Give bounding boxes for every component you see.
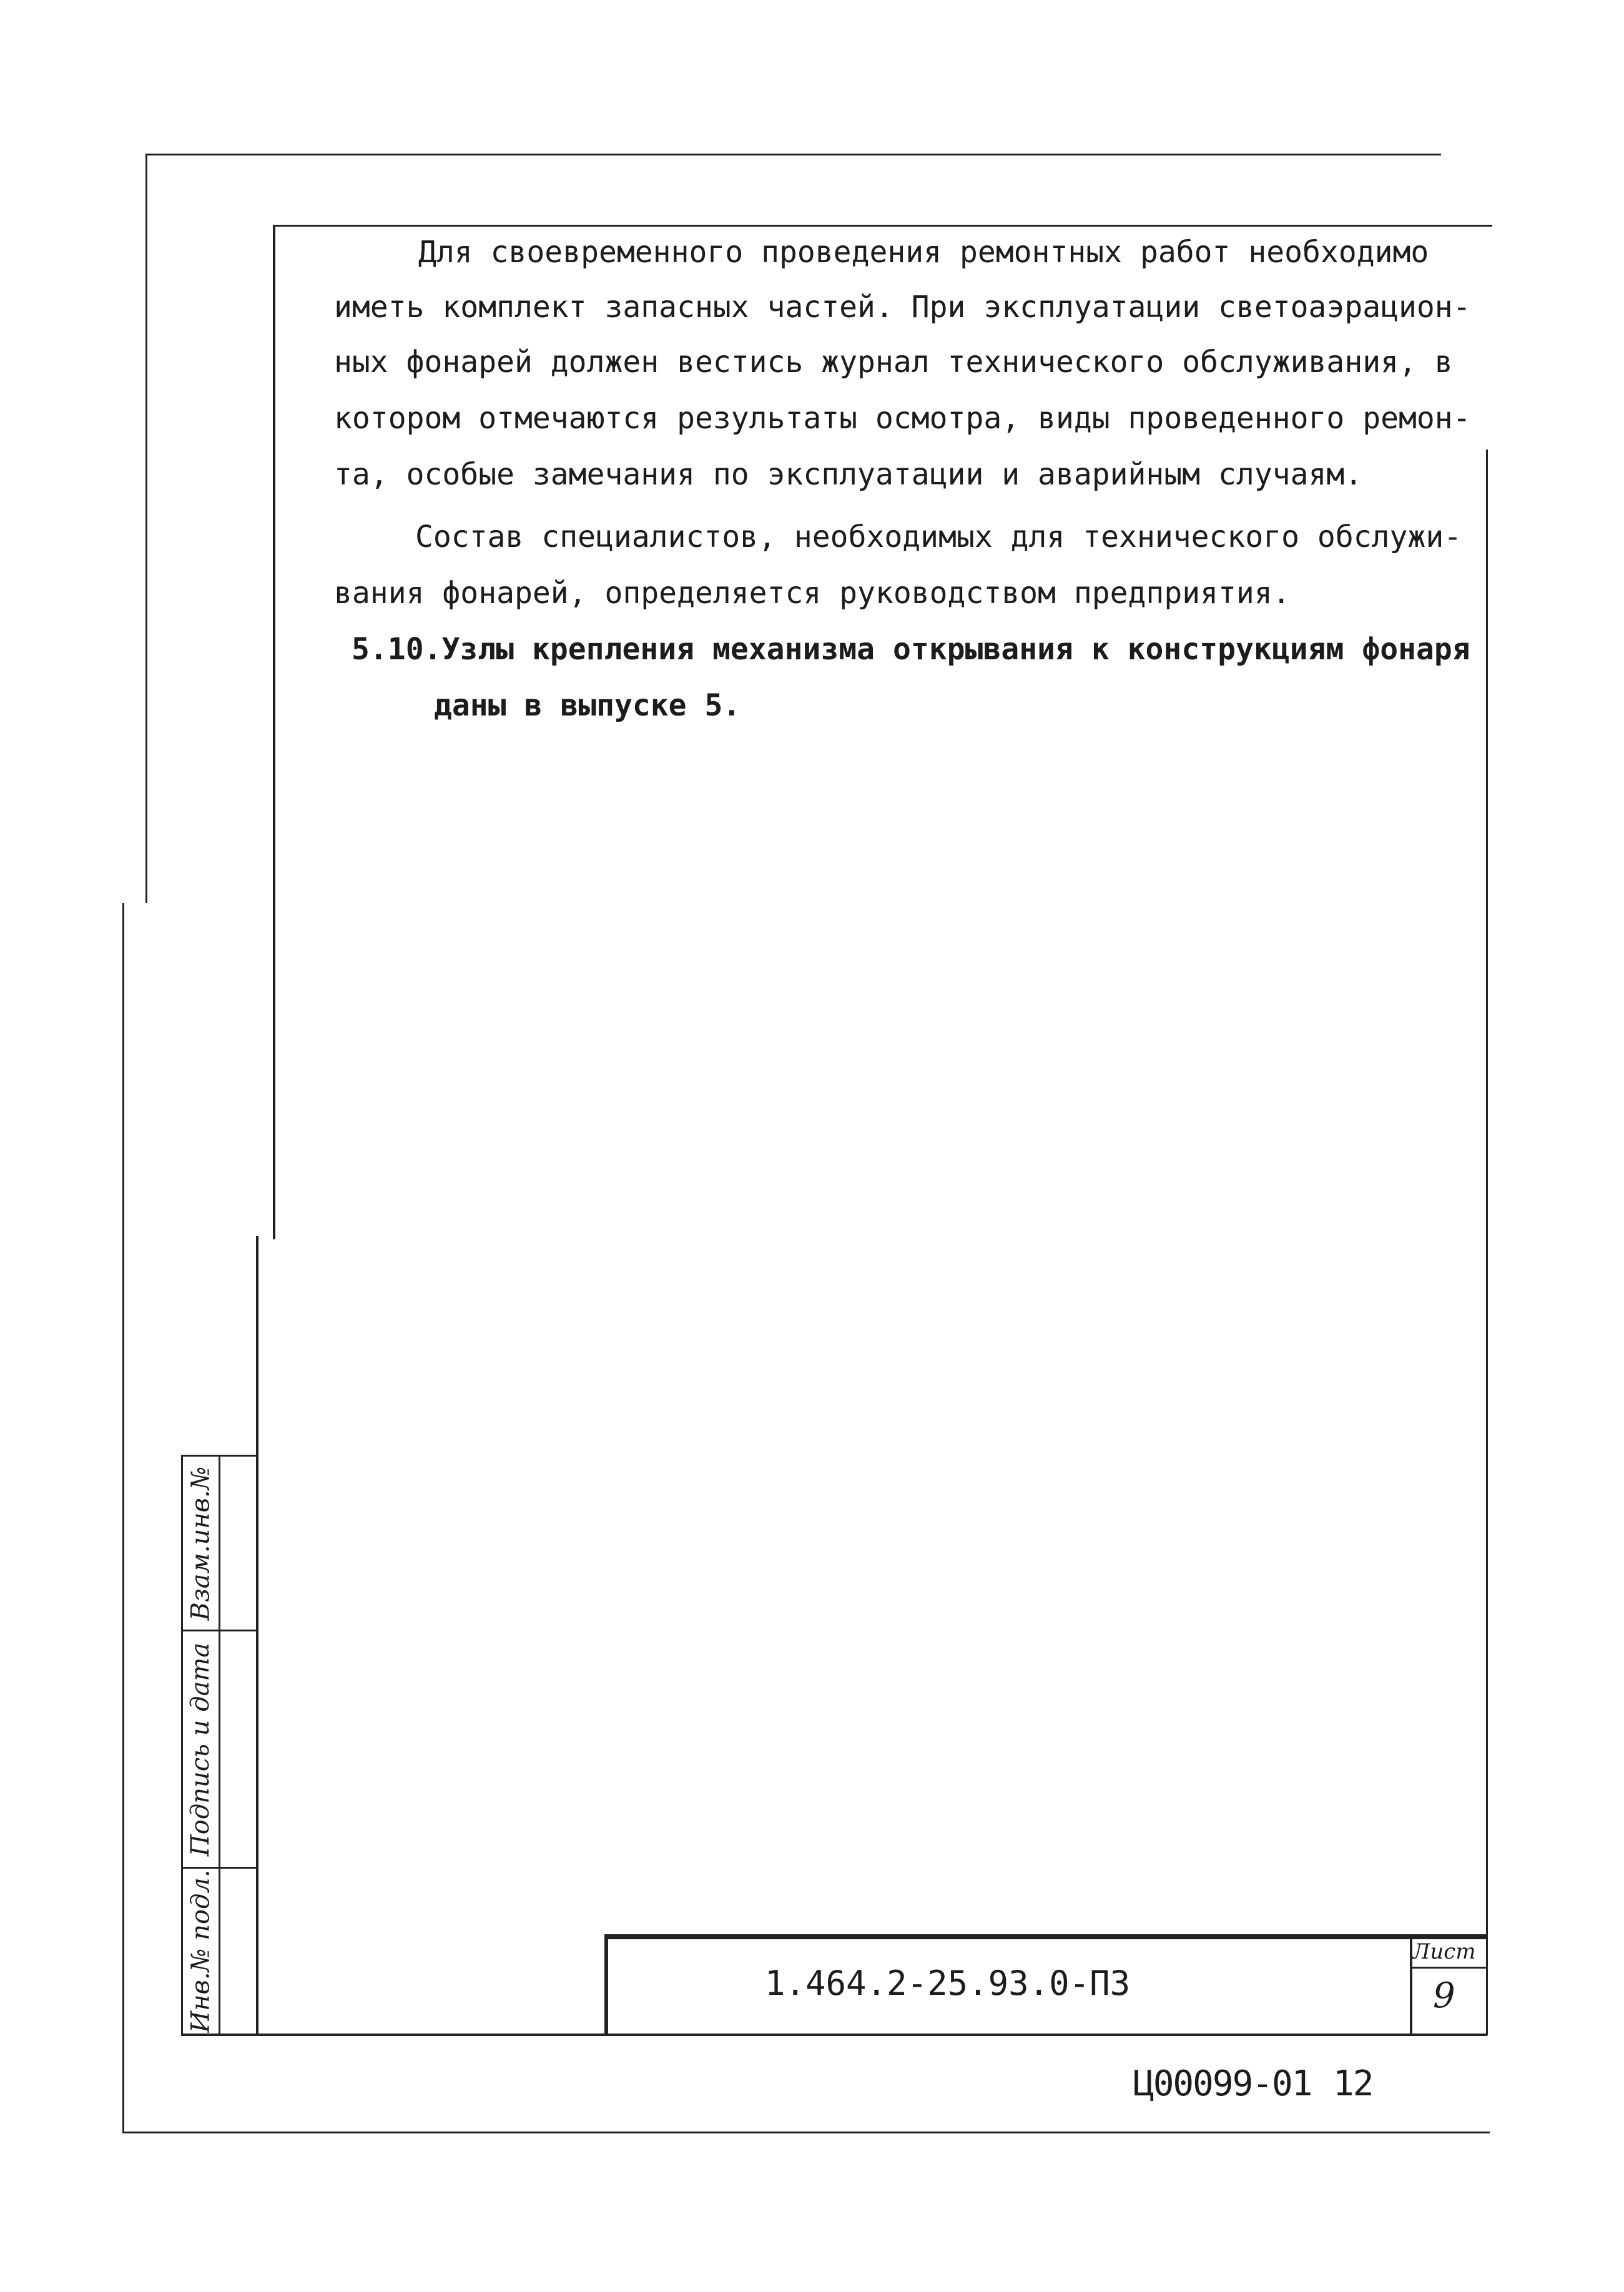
inner-left-line	[273, 225, 275, 1239]
paragraph-1-line-5: та, особые замечания по эксплуатации и аварийным случаям.	[334, 457, 1363, 492]
inner-bottom-line	[181, 2034, 1487, 2036]
side-stamp-vzam-cell	[183, 1457, 219, 1630]
paragraph-1-line-1: Для своевременного проведения ремонтных работ необходимо	[418, 235, 1429, 270]
side-stamp-vzam-label: Взам.инв.№	[186, 1466, 215, 1620]
side-stamp-podpis-label: Подпись и дата	[186, 1642, 215, 1856]
outer-bottom-line	[122, 2132, 1490, 2133]
side-stamp-inv-cell	[183, 1869, 219, 2034]
side-stamp-podpis-cell	[183, 1631, 219, 1867]
title-block-left	[604, 1934, 608, 2035]
item-5-10-line-1: 5.10.Узлы крепления механизма открывания к конструкциям фонаря	[352, 632, 1470, 667]
outer-left-line	[145, 154, 147, 903]
side-stamp-divider	[219, 1455, 220, 2035]
inner-right-line	[1486, 450, 1488, 2035]
archive-page-number: 12	[1333, 2063, 1373, 2104]
title-block-top	[604, 1934, 1486, 1939]
inner-left-line-lower	[256, 1236, 258, 2035]
side-stamp-inv-label: Инв.№ подл.	[186, 1869, 215, 2033]
sheet-label: Лист	[1412, 1939, 1476, 1964]
archive-code: Ц00099-01	[1133, 2063, 1312, 2104]
sheet-number: 9	[1433, 1975, 1455, 2016]
document-designation: 1.464.2-25.93.0-ПЗ	[765, 1964, 1131, 2003]
inner-top-line	[275, 225, 1492, 227]
paragraph-2-line-1: Состав специалистов, необходимых для технического обслужи-	[415, 519, 1462, 554]
paragraph-1-line-2: иметь комплект запасных частей. При эксплуатации светоаэрацион-	[334, 290, 1471, 325]
outer-top-line	[145, 154, 1441, 155]
paragraph-1-line-4: котором отмечаются результаты осмотра, виды проведенного ремон-	[334, 401, 1471, 436]
paragraph-2-line-2: вания фонарей, определяется руководством предприятия.	[334, 576, 1291, 611]
item-5-10-line-2: даны в выпуске 5.	[434, 688, 741, 723]
title-block-sheet-sep	[1412, 1967, 1486, 1969]
outer-left-line-lower	[122, 903, 124, 2133]
paragraph-1-line-3: ных фонарей должен вестись журнал технического обслуживания, в	[334, 345, 1453, 380]
